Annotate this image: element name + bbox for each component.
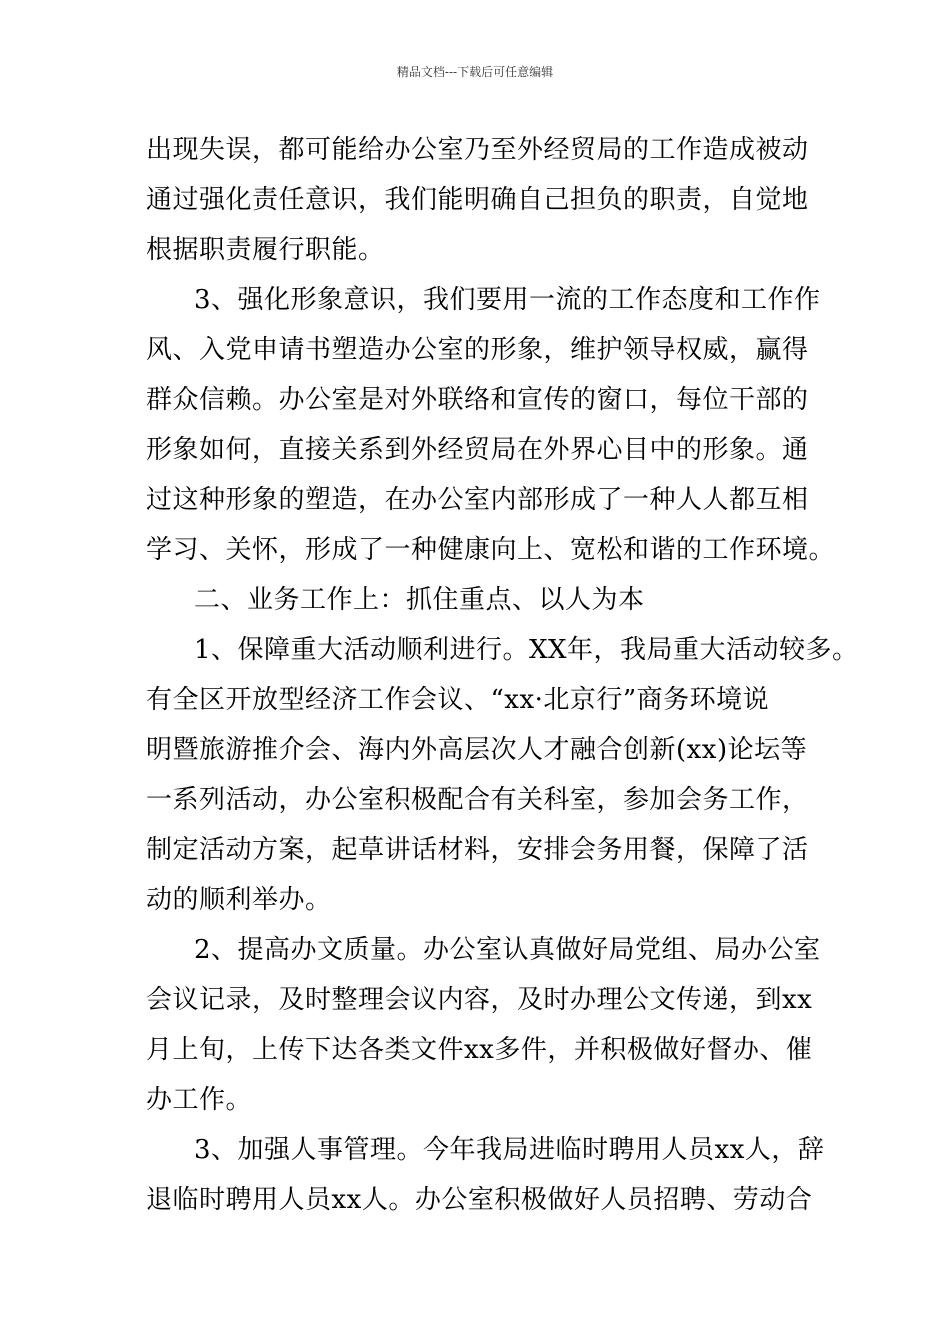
text-line: 通过强化责任意识，我们能明确自己担负的职责，自觉地 xyxy=(146,185,809,215)
text-line: 一系列活动，办公室积极配合有关科室，参加会务工作， xyxy=(146,785,809,815)
text-line: 群众信赖。办公室是对外联络和宣传的窗口，每位干部的 xyxy=(146,385,809,415)
text-line: 会议记录，及时整理会议内容，及时办理公文传递，到xx xyxy=(146,985,813,1015)
text-line: 制定活动方案，起草讲话材料，安排会务用餐，保障了活 xyxy=(146,835,809,865)
document-body xyxy=(146,125,859,1225)
text-line: 办工作。 xyxy=(146,1085,253,1115)
text-line: 3、强化形象意识，我们要用一流的工作态度和工作作 xyxy=(194,285,821,315)
text-line: 根据职责履行职能。 xyxy=(146,235,385,265)
text-line: 形象如何，直接关系到外经贸局在外界心目中的形象。通 xyxy=(146,435,809,465)
text-line: 过这种形象的塑造，在办公室内部形成了一种人人都互相 xyxy=(146,485,809,515)
text-line: 有全区开放型经济工作会议、“xx·北京行”商务环境说 xyxy=(146,685,770,715)
text-line: 出现失误，都可能给办公室乃至外经贸局的工作造成被动 xyxy=(146,135,809,165)
text-line: 1、保障重大活动顺利进行。XX年，我局重大活动较多。 xyxy=(194,635,859,665)
text-line: 明暨旅游推介会、海内外高层次人才融合创新(xx)论坛等 xyxy=(146,735,808,765)
text-line: 学习、关怀，形成了一种健康向上、宽松和谐的工作环境。 xyxy=(146,535,836,565)
text-line: 风、入党申请书塑造办公室的形象，维护领导权威，赢得 xyxy=(146,335,809,365)
text-line: 月上旬，上传下达各类文件xx多件，并积极做好督办、催 xyxy=(146,1035,813,1065)
text-line: 3、加强人事管理。今年我局进临时聘用人员xx人，辞 xyxy=(194,1135,825,1165)
text-line: 退临时聘用人员xx人。办公室积极做好人员招聘、劳动合 xyxy=(146,1185,813,1215)
page-header: 精品文档---下载后可任意编辑 xyxy=(396,65,554,79)
section-heading: 二、业务工作上：抓住重点、以人为本 xyxy=(194,585,645,615)
text-line: 动的顺利举办。 xyxy=(146,885,332,915)
text-line: 2、提高办文质量。办公室认真做好局党组、局办公室 xyxy=(194,935,821,965)
